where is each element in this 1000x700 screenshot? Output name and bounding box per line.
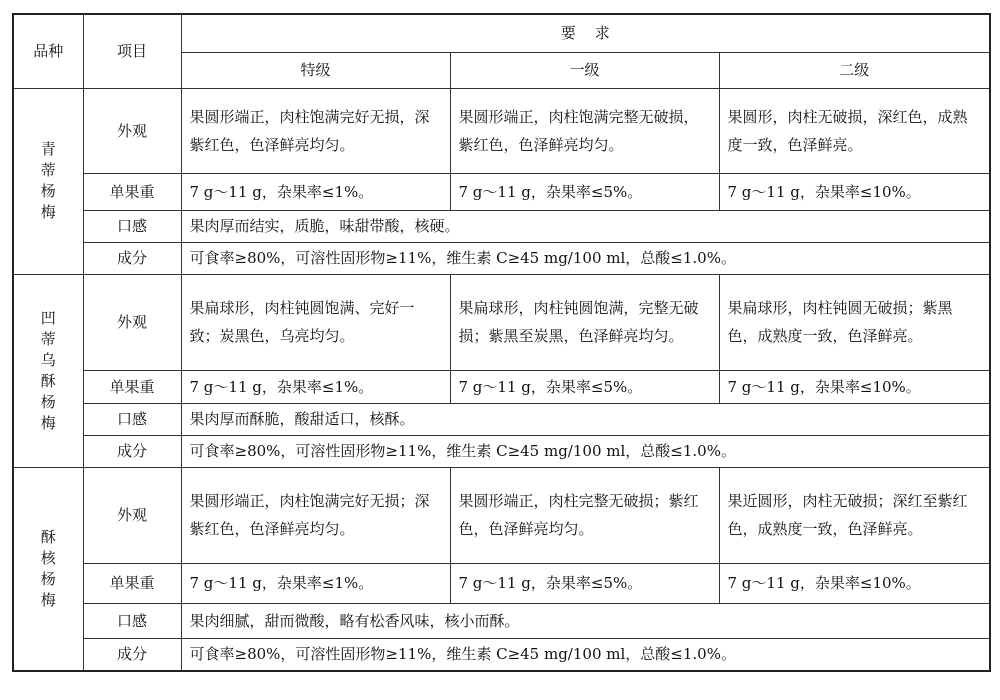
variety-char: 乌 [40,350,56,369]
header-requirements: 要 求 [181,14,990,52]
item-cell: 口感 [83,210,181,242]
table-row [13,242,990,274]
header-grade-first: 一级 [450,52,719,88]
grade-cell: 7 g～11 g，杂果率≤5%。 [450,563,719,603]
item-cell: 外观 [83,467,181,563]
variety-char: 酥 [40,527,56,546]
merged-cell: 果肉厚而酥脆，酸甜适口，核酥。 [181,403,990,435]
grade-cell: 7 g～11 g，杂果率≤10%。 [719,563,990,603]
table-row [13,370,990,403]
grade-cell: 果扁球形，肉柱钝圆无破损；紫黑色，成熟度一致，色泽鲜亮。 [719,274,990,370]
grade-cell: 果扁球形，肉柱钝圆饱满、完好一致；炭黑色，乌亮均匀。 [181,274,450,370]
grade-cell: 7 g～11 g，杂果率≤1%。 [181,563,450,603]
table-row [13,274,990,370]
grade-cell: 果近圆形，肉柱无破损；深红至紫红色，成熟度一致，色泽鲜亮。 [719,467,990,563]
header-item: 项目 [83,14,181,88]
item-cell: 外观 [83,274,181,370]
table-row [13,88,990,173]
grade-cell: 果圆形端正，肉柱饱满完好无损，深紫红色，色泽鲜亮均匀。 [181,88,450,173]
grade-cell: 7 g～11 g，杂果率≤10%。 [719,173,990,210]
variety-char: 梅 [40,203,56,221]
item-cell: 成分 [83,242,181,274]
variety-char: 杨 [40,569,56,588]
grade-cell: 7 g～11 g，杂果率≤5%。 [450,173,719,210]
table-row [13,603,990,638]
grade-cell: 7 g～11 g，杂果率≤1%。 [181,370,450,403]
grade-cell: 7 g～11 g，杂果率≤5%。 [450,370,719,403]
item-cell: 单果重 [83,563,181,603]
item-cell: 口感 [83,403,181,435]
variety-char: 酥 [40,371,56,390]
merged-cell: 果肉厚而结实，质脆，味甜带酸，核硬。 [181,210,990,242]
grade-cell: 7 g～11 g，杂果率≤1%。 [181,173,450,210]
variety-char: 杨 [40,182,56,200]
variety-cell [13,274,83,467]
header-variety: 品种 [13,14,83,88]
spec-table [12,13,991,672]
table-row [13,638,990,671]
merged-cell: 可食率≥80%，可溶性固形物≥11%，维生素 C≥45 mg/100 ml，总酸≤1.0%。 [181,242,990,274]
variety-char: 蒂 [40,329,56,348]
header-grade-second: 二级 [719,52,990,88]
merged-cell: 可食率≥80%，可溶性固形物≥11%，维生素 C≥45 mg/100 ml，总酸≤1.0%。 [181,638,990,671]
table-row [13,173,990,210]
variety-char: 青 [40,140,56,158]
variety-char: 梅 [40,590,56,609]
item-cell: 外观 [83,88,181,173]
grade-cell: 果圆形端正，肉柱完整无破损；紫红色，色泽鲜亮均匀。 [450,467,719,563]
variety-char: 蒂 [40,161,56,179]
item-cell: 口感 [83,603,181,638]
variety-cell [13,88,83,274]
item-cell: 成分 [83,435,181,467]
item-cell: 单果重 [83,370,181,403]
grade-cell: 果圆形，肉柱无破损，深红色，成熟度一致，色泽鲜亮。 [719,88,990,173]
variety-char: 核 [40,548,56,567]
variety-char: 杨 [40,392,56,411]
grade-cell: 果圆形端正，肉柱饱满完整无破损，紫红色，色泽鲜亮均匀。 [450,88,719,173]
merged-cell: 果肉细腻，甜而微酸，略有松香风味，核小而酥。 [181,603,990,638]
header-grade-special: 特级 [181,52,450,88]
grade-cell: 7 g～11 g，杂果率≤10%。 [719,370,990,403]
table-row [13,563,990,603]
table-header [13,14,990,88]
merged-cell: 可食率≥80%，可溶性固形物≥11%，维生素 C≥45 mg/100 ml，总酸≤1.0%。 [181,435,990,467]
table-row [13,403,990,435]
table-row [13,467,990,563]
variety-char: 凹 [40,308,56,327]
item-cell: 成分 [83,638,181,671]
grade-cell: 果圆形端正，肉柱饱满完好无损；深紫红色，色泽鲜亮均匀。 [181,467,450,563]
table-row [13,435,990,467]
variety-char: 梅 [40,413,56,432]
table-row [13,210,990,242]
item-cell: 单果重 [83,173,181,210]
variety-cell [13,467,83,671]
grade-cell: 果扁球形，肉柱钝圆饱满，完整无破损；紫黑至炭黑，色泽鲜亮均匀。 [450,274,719,370]
